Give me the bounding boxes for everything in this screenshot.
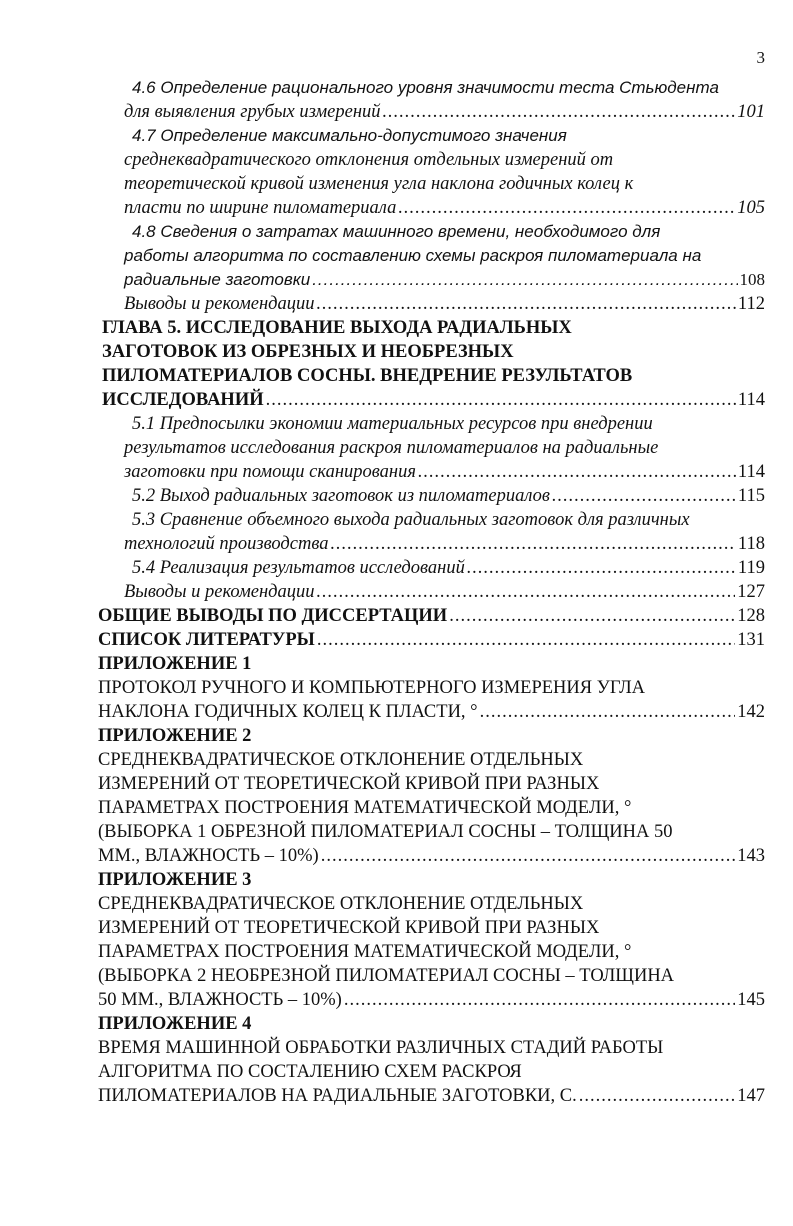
appendix-title: СРЕДНЕКВАДРАТИЧЕСКОЕ ОТКЛОНЕНИЕ ОТДЕЛЬНЫХ (98, 750, 584, 770)
toc-page-number: 114 (737, 390, 765, 410)
dot-leader (449, 604, 735, 628)
chapter-heading: ПИЛОМАТЕРИАЛОВ СОСНЫ. ВНЕДРЕНИЕ РЕЗУЛЬТАТОВ (102, 366, 633, 386)
toc-line (0, 124, 793, 148)
toc-line (0, 436, 793, 460)
table-of-contents (0, 76, 793, 1108)
toc-line (0, 220, 793, 244)
toc-page-number: 105 (737, 198, 765, 218)
toc-line (0, 148, 793, 172)
toc-page-number: 131 (737, 630, 765, 650)
toc-line (0, 820, 793, 844)
toc-entry-text: среднеквадратического отклонения отдельных измерений от (124, 150, 614, 170)
toc-entry-text: теоретической кривой изменения угла наклона годичных колец к (124, 174, 634, 194)
toc-line (0, 772, 793, 796)
dot-leader (317, 292, 736, 316)
toc-page-number: 108 (739, 270, 765, 289)
dot-leader (480, 700, 736, 724)
toc-line (0, 460, 793, 484)
toc-line (0, 76, 793, 100)
toc-page-number: 101 (737, 102, 765, 122)
toc-entry-text: 5.3 Сравнение объемного выхода радиальных заготовок для различных (132, 510, 690, 530)
toc-line (0, 724, 793, 748)
dot-leader (552, 484, 736, 508)
toc-line (0, 1060, 793, 1084)
toc-entry-text: работы алгоритма по составлению схемы раскроя пиломатериала на (124, 246, 702, 265)
appendix-title: НАКЛОНА ГОДИЧНЫХ КОЛЕЦ К ПЛАСТИ, ° (98, 702, 478, 722)
appendix-title: ПРОТОКОЛ РУЧНОГО И КОМПЬЮТЕРНОГО ИЗМЕРЕНИЯ УГЛА (98, 678, 646, 698)
toc-line (0, 244, 793, 268)
toc-line (0, 916, 793, 940)
toc-page-number: 118 (737, 534, 765, 554)
appendix-title: (ВЫБОРКА 2 НЕОБРЕЗНОЙ ПИЛОМАТЕРИАЛ СОСНЫ – ТОЛЩИНА (98, 966, 675, 986)
chapter-heading: ГЛАВА 5. ИССЛЕДОВАНИЕ ВЫХОДА РАДИАЛЬНЫХ (102, 318, 572, 338)
toc-line (0, 940, 793, 964)
toc-line (0, 652, 793, 676)
toc-entry-text: 5.1 Предпосылки экономии материальных ресурсов при внедрении (132, 414, 653, 434)
toc-line (0, 700, 793, 724)
toc-line (0, 1012, 793, 1036)
toc-page-number: 114 (737, 462, 765, 482)
appendix-title: ПИЛОМАТЕРИАЛОВ НА РАДИАЛЬНЫЕ ЗАГОТОВКИ, С. (98, 1086, 577, 1106)
dot-leader (398, 196, 735, 220)
appendix-heading: ПРИЛОЖЕНИЕ 1 (98, 654, 252, 674)
dot-leader (418, 460, 736, 484)
toc-entry-text: для выявления грубых измерений (124, 102, 381, 122)
toc-entry-text: результатов исследования раскроя пиломатериалов на радиальные (124, 438, 659, 458)
section-heading: СПИСОК ЛИТЕРАТУРЫ (98, 630, 315, 650)
toc-line (0, 556, 793, 580)
toc-entry-text: Выводы и рекомендации (124, 582, 315, 602)
toc-page-number: 127 (737, 582, 765, 602)
appendix-heading: ПРИЛОЖЕНИЕ 2 (98, 726, 252, 746)
toc-line (0, 172, 793, 196)
appendix-title: ПАРАМЕТРАХ ПОСТРОЕНИЯ МАТЕМАТИЧЕСКОЙ МОДЕЛИ, ° (98, 798, 632, 818)
toc-line (0, 796, 793, 820)
toc-line (0, 1036, 793, 1060)
toc-entry-text: 5.4 Реализация результатов исследований (132, 558, 465, 578)
toc-page-number: 112 (737, 294, 765, 314)
toc-line (0, 388, 793, 412)
toc-line (0, 412, 793, 436)
toc-entry-text: пласти по ширине пиломатериала (124, 198, 397, 218)
toc-line (0, 1084, 793, 1108)
appendix-heading: ПРИЛОЖЕНИЕ 3 (98, 870, 252, 890)
toc-line (0, 364, 793, 388)
toc-entry-text: 4.8 Сведения о затратах машинного времени, необходимого для (132, 222, 661, 241)
toc-entry-text: технологий производства (124, 534, 329, 554)
toc-line (0, 604, 793, 628)
toc-page-number: 119 (737, 558, 765, 578)
toc-line (0, 100, 793, 124)
toc-entry-text: 5.2 Выход радиальных заготовок из пиломатериалов (132, 486, 550, 506)
appendix-heading: ПРИЛОЖЕНИЕ 4 (98, 1014, 252, 1034)
dot-leader (317, 580, 736, 604)
toc-line (0, 196, 793, 220)
toc-entry-text: Выводы и рекомендации (124, 294, 315, 314)
section-heading: ОБЩИЕ ВЫВОДЫ ПО ДИССЕРТАЦИИ (98, 606, 448, 626)
toc-line (0, 292, 793, 316)
toc-line (0, 340, 793, 364)
dot-leader (383, 100, 736, 124)
dot-leader (467, 556, 736, 580)
toc-line (0, 892, 793, 916)
toc-line (0, 532, 793, 556)
page-number: 3 (756, 48, 765, 67)
toc-page-number: 142 (737, 702, 765, 722)
toc-line (0, 844, 793, 868)
toc-line (0, 676, 793, 700)
dot-leader (312, 268, 737, 292)
toc-line (0, 988, 793, 1012)
appendix-title: АЛГОРИТМА ПО СОСТАЛЕНИЮ СХЕМ РАСКРОЯ (98, 1062, 522, 1082)
toc-page-number: 115 (737, 486, 765, 506)
toc-entry-text: заготовки при помощи сканирования (124, 462, 416, 482)
toc-page-number: 147 (737, 1086, 765, 1106)
toc-page-number: 128 (737, 606, 765, 626)
dot-leader (321, 844, 736, 868)
dot-leader (331, 532, 736, 556)
toc-line (0, 316, 793, 340)
toc-page-number: 145 (737, 990, 765, 1010)
toc-line (0, 628, 793, 652)
toc-page-number: 143 (737, 846, 765, 866)
appendix-title: (ВЫБОРКА 1 ОБРЕЗНОЙ ПИЛОМАТЕРИАЛ СОСНЫ – ТОЛЩИНА 50 (98, 822, 673, 842)
appendix-title: СРЕДНЕКВАДРАТИЧЕСКОЕ ОТКЛОНЕНИЕ ОТДЕЛЬНЫХ (98, 894, 584, 914)
appendix-title: ММ., ВЛАЖНОСТЬ – 10%) (98, 846, 319, 866)
appendix-title: ВРЕМЯ МАШИННОЙ ОБРАБОТКИ РАЗЛИЧНЫХ СТАДИЙ РАБОТЫ (98, 1038, 664, 1058)
toc-entry-text: 4.6 Определение рационального уровня значимости теста Стьюдента (132, 78, 719, 97)
dot-leader (317, 628, 735, 652)
toc-line (0, 748, 793, 772)
appendix-title: 50 ММ., ВЛАЖНОСТЬ – 10%) (98, 990, 342, 1010)
appendix-title: ИЗМЕРЕНИЙ ОТ ТЕОРЕТИЧЕСКОЙ КРИВОЙ ПРИ РАЗНЫХ (98, 918, 600, 938)
toc-line (0, 964, 793, 988)
chapter-heading: ИССЛЕДОВАНИЙ (102, 390, 264, 410)
toc-entry-text: радиальные заготовки (124, 270, 311, 289)
toc-line (0, 484, 793, 508)
appendix-title: ПАРАМЕТРАХ ПОСТРОЕНИЯ МАТЕМАТИЧЕСКОЙ МОДЕЛИ, ° (98, 942, 632, 962)
toc-line (0, 268, 793, 292)
dot-leader (579, 1084, 736, 1108)
toc-entry-text: 4.7 Определение максимально-допустимого значения (132, 126, 567, 145)
chapter-heading: ЗАГОТОВОК ИЗ ОБРЕЗНЫХ И НЕОБРЕЗНЫХ (102, 342, 514, 362)
toc-line (0, 580, 793, 604)
appendix-title: ИЗМЕРЕНИЙ ОТ ТЕОРЕТИЧЕСКОЙ КРИВОЙ ПРИ РАЗНЫХ (98, 774, 600, 794)
toc-line (0, 868, 793, 892)
dot-leader (266, 388, 736, 412)
dot-leader (344, 988, 735, 1012)
toc-line (0, 508, 793, 532)
